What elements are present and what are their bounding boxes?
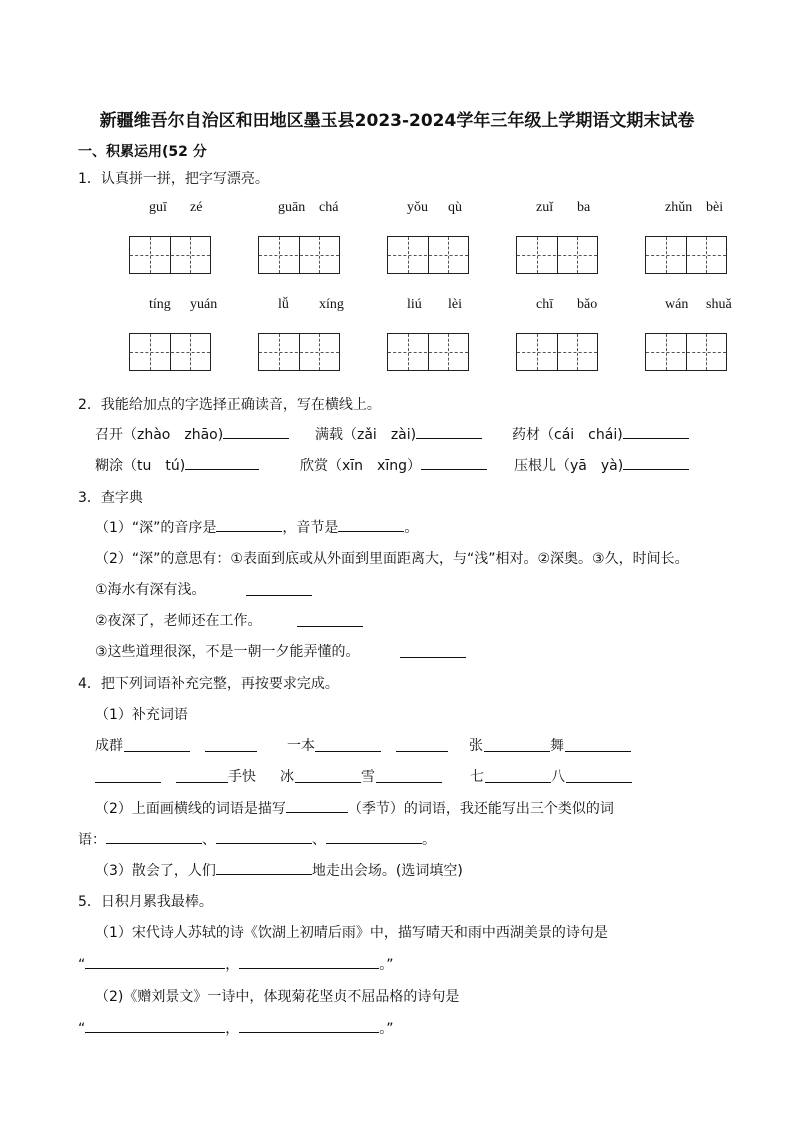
pinyin-syllable: ba xyxy=(577,200,591,215)
section-heading: 一、积累运用(52 分 xyxy=(78,144,207,160)
pinyin-syllable: liú xyxy=(407,297,422,312)
pinyin-syllable: lǚ xyxy=(278,297,289,312)
pinyin-syllable: shuǎ xyxy=(706,297,732,312)
word-item: 冰 xyxy=(280,769,294,785)
dictionary-line: （1）“深”的音序是 ，音节是 。 xyxy=(95,517,418,537)
poem-answer-line: “ ， 。” xyxy=(78,1018,394,1038)
answer-blank[interactable] xyxy=(565,750,631,752)
word-item: 舞 xyxy=(550,738,564,754)
answer-blank[interactable] xyxy=(396,750,448,752)
pinyin-syllable: yuán xyxy=(190,297,218,312)
writing-box[interactable] xyxy=(129,333,211,371)
pinyin-syllable: qù xyxy=(448,200,462,215)
writing-box[interactable] xyxy=(387,333,469,371)
answer-blank[interactable] xyxy=(124,750,190,752)
word-item: 七 xyxy=(470,769,484,785)
question-2-label: 2．我能给加点的字选择正确读音，写在横线上。 xyxy=(78,397,381,413)
answer-blank[interactable] xyxy=(623,424,689,439)
answer-blank[interactable] xyxy=(216,860,312,875)
pinyin-syllable: bǎo xyxy=(577,297,598,312)
answer-blank[interactable] xyxy=(484,750,550,752)
word-item: 手快 xyxy=(228,769,256,785)
pinyin-syllable: lèi xyxy=(448,297,462,312)
sub-question: （3）散会了，人们 地走出会场。(选词填空) xyxy=(95,860,463,880)
answer-blank[interactable] xyxy=(185,455,259,470)
reading-item: 压根儿（yā yà) xyxy=(514,455,689,475)
question-3-label: 3．查字典 xyxy=(78,490,143,506)
sentence-2: ②夜深了，老师还在工作。 xyxy=(95,613,262,629)
answer-blank[interactable] xyxy=(297,625,363,627)
answer-blank[interactable] xyxy=(205,750,257,752)
word-item: 雪 xyxy=(361,769,375,785)
answer-blank[interactable] xyxy=(416,424,482,439)
pinyin-syllable: yǒu xyxy=(407,200,428,215)
reading-item: 糊涂（tu tú) xyxy=(95,455,259,475)
question-5-label: 5．日积月累我最棒。 xyxy=(78,894,213,910)
pinyin-syllable: guān xyxy=(278,200,306,215)
answer-blank[interactable] xyxy=(239,954,379,969)
pinyin-syllable: zé xyxy=(190,200,203,215)
answer-blank[interactable] xyxy=(246,594,312,596)
answer-blank[interactable] xyxy=(338,517,404,532)
sub-question: （1）补充词语 xyxy=(95,707,188,723)
sentence-1: ①海水有深有浅。 xyxy=(95,582,206,598)
answer-blank[interactable] xyxy=(295,781,361,783)
meaning-line: （2）“深”的意思有：①表面到底或从外面到里面距离大，与“浅”相对。②深奥。③久，时间长。 xyxy=(95,551,689,567)
word-item: 一本 xyxy=(287,738,315,754)
word-item: 成群 xyxy=(95,738,123,754)
pinyin-syllable: wán xyxy=(665,297,689,312)
writing-box[interactable] xyxy=(387,236,469,274)
pinyin-syllable: zuǐ xyxy=(536,200,554,215)
answer-blank[interactable] xyxy=(216,517,282,532)
answer-blank[interactable] xyxy=(623,455,689,470)
answer-blank[interactable] xyxy=(216,829,312,844)
writing-box[interactable] xyxy=(645,236,727,274)
sub-question: （2）上面画横线的词语是描写 （季节）的词语，我还能写出三个类似的词 xyxy=(95,798,614,818)
answer-blank[interactable] xyxy=(176,781,228,783)
sentence-3: ③这些道理很深，不是一朝一夕能弄懂的。 xyxy=(95,644,360,660)
writing-box[interactable] xyxy=(516,333,598,371)
writing-box[interactable] xyxy=(129,236,211,274)
pinyin-syllable: zhǔn xyxy=(665,200,693,215)
answer-blank[interactable] xyxy=(566,781,632,783)
answer-blank[interactable] xyxy=(95,781,161,783)
poem-question: （2)《赠刘景文》一诗中，体现菊花坚贞不屈品格的诗句是 xyxy=(95,989,460,1005)
poem-answer-line: “ ， 。” xyxy=(78,954,394,974)
word-item: 八 xyxy=(551,769,565,785)
writing-box[interactable] xyxy=(516,236,598,274)
writing-box[interactable] xyxy=(645,333,727,371)
answer-blank[interactable] xyxy=(326,829,422,844)
answer-blank[interactable] xyxy=(421,455,487,470)
poem-question: （1）宋代诗人苏轼的诗《饮湖上初晴后雨》中，描写晴天和雨中西湖美景的诗句是 xyxy=(95,925,608,941)
answer-blank[interactable] xyxy=(286,798,348,813)
question-4-label: 4．把下列词语补充完整，再按要求完成。 xyxy=(78,676,339,692)
pinyin-syllable: tíng xyxy=(149,297,171,312)
pinyin-syllable: chá xyxy=(319,200,339,215)
answer-blank[interactable] xyxy=(85,954,225,969)
pinyin-syllable: guī xyxy=(149,200,167,215)
answer-blank[interactable] xyxy=(85,1018,225,1033)
answer-blank[interactable] xyxy=(400,656,466,658)
reading-item: 召开（zhào zhāo) xyxy=(95,424,289,444)
question-1-label: 1．认真拼一拼，把字写漂亮。 xyxy=(78,171,269,187)
pinyin-syllable: xíng xyxy=(319,297,344,312)
pinyin-syllable: bèi xyxy=(706,200,724,215)
pinyin-syllable: chī xyxy=(536,297,554,312)
writing-box[interactable] xyxy=(258,333,340,371)
answer-blank[interactable] xyxy=(239,1018,379,1033)
writing-box[interactable] xyxy=(258,236,340,274)
sub-question-cont: 语： 、 、 。 xyxy=(78,829,436,849)
answer-blank[interactable] xyxy=(376,781,442,783)
reading-item: 药材（cái chái) xyxy=(512,424,689,444)
reading-item: 欣赏（xīn xīng） xyxy=(300,455,487,475)
answer-blank[interactable] xyxy=(315,750,381,752)
answer-blank[interactable] xyxy=(106,829,202,844)
answer-blank[interactable] xyxy=(223,424,289,439)
page-title: 新疆维吾尔自治区和田地区墨玉县2023-2024学年三年级上学期语文期末试卷 xyxy=(99,111,695,131)
answer-blank[interactable] xyxy=(485,781,551,783)
word-item: 张 xyxy=(469,738,483,754)
reading-item: 满载（zǎi zài) xyxy=(315,424,482,444)
